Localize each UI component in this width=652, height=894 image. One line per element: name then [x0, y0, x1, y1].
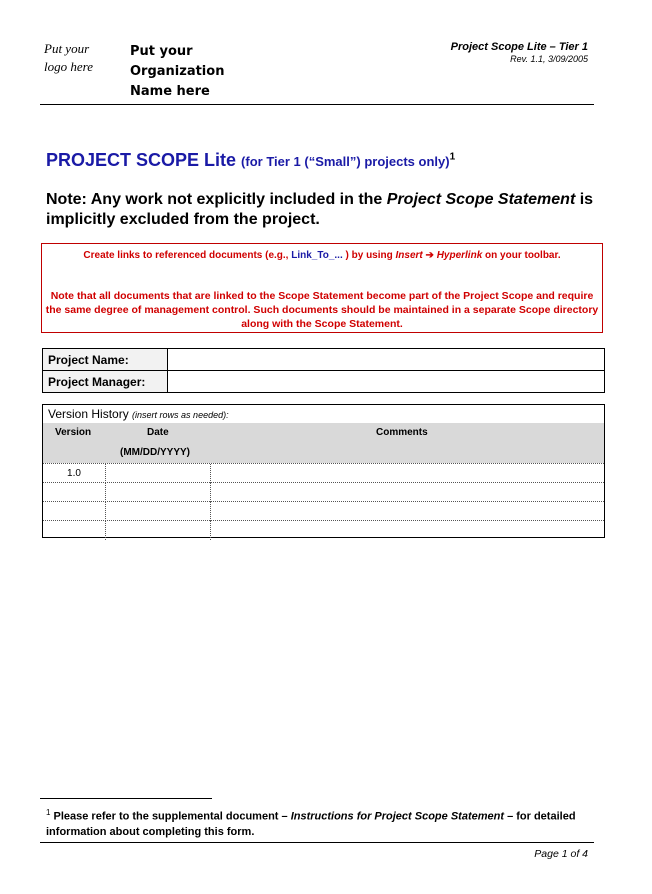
instr-text-a: Create links to referenced documents (e.g.,: [83, 250, 292, 261]
version-cell[interactable]: 1.0: [43, 464, 106, 483]
date-cell[interactable]: [106, 502, 211, 521]
scope-note: [46, 190, 606, 230]
table-row: [43, 501, 604, 521]
instr-text-c: on your toolbar.: [482, 250, 561, 261]
title-sub: (for Tier 1 (“Small”) projects only): [241, 154, 450, 169]
note-emphasis: Project Scope Statement: [386, 191, 576, 208]
col-version-header: Version: [55, 427, 92, 438]
comments-cell[interactable]: [211, 483, 604, 502]
version-history-title: [48, 407, 229, 421]
version-history-hint: (insert rows as needed):: [132, 410, 229, 420]
organization-name: [130, 42, 270, 102]
footer-divider: [40, 842, 594, 843]
document-header-info: [451, 40, 588, 65]
logo-line-2: logo here: [44, 59, 93, 74]
project-name-label: Project Name:: [43, 349, 168, 371]
version-cell[interactable]: [43, 521, 106, 540]
logo-line-1: Put your: [44, 41, 90, 56]
project-manager-label: Project Manager:: [43, 371, 168, 393]
col-date-header: Date: [147, 427, 169, 438]
revision-info: Rev. 1.1, 3/09/2005: [510, 54, 588, 64]
note-suffix: is implicitly excluded from the project.: [46, 191, 594, 228]
date-cell[interactable]: [106, 464, 211, 483]
instr-hyperlink: Hyperlink: [436, 250, 483, 261]
document-title: Project Scope Lite – Tier 1: [450, 41, 588, 53]
link-to-example[interactable]: Link_To_...: [291, 250, 343, 261]
version-history-header: [43, 423, 604, 463]
version-history-rows: [43, 463, 604, 537]
table-row: [43, 482, 604, 502]
date-cell[interactable]: [106, 483, 211, 502]
org-line-2: Organization: [130, 64, 225, 79]
project-name-field[interactable]: [168, 349, 605, 371]
page-number: Page 1 of 4: [534, 848, 588, 860]
footnote-doc-title: Instructions for Project Scope Statement: [290, 810, 505, 823]
note-prefix: Note: Any work not explicitly included in the: [46, 191, 387, 208]
footnote: [46, 805, 586, 840]
header-divider: [40, 104, 594, 105]
footnote-separator: [40, 798, 212, 799]
linked-documents-notice: Note that all documents that are linked to the Scope Statement become part of the Project Scope and require the same degree of management control. Such documents should be maintained in a separate Scope directory along with the Scope Statement.: [45, 290, 599, 330]
comments-cell[interactable]: [211, 464, 604, 483]
version-history-table: [42, 404, 605, 538]
footnote-text-b: – for detailed information about completing this form.: [46, 810, 576, 838]
title-footnote-ref: 1: [449, 151, 456, 163]
comments-cell[interactable]: [211, 502, 604, 521]
table-row: [43, 520, 604, 540]
footnote-text-a: Please refer to the supplemental document –: [50, 810, 291, 823]
project-manager-field[interactable]: [168, 371, 605, 393]
table-row: [43, 463, 604, 483]
hyperlink-instructions: [42, 250, 602, 262]
version-cell[interactable]: [43, 502, 106, 521]
org-line-1: Put your: [130, 44, 193, 59]
project-manager-row: [43, 371, 605, 393]
instr-text-b: ) by using: [342, 250, 396, 261]
org-line-3: Name here: [130, 84, 210, 99]
col-comments-header: Comments: [376, 427, 428, 438]
instr-arrow: ➔: [422, 250, 437, 261]
version-cell[interactable]: [43, 483, 106, 502]
comments-cell[interactable]: [211, 521, 604, 540]
project-name-row: [43, 349, 605, 371]
instructions-box: [41, 243, 603, 333]
title-main: PROJECT SCOPE Lite: [46, 150, 242, 170]
col-date-format: (MM/DD/YYYY): [120, 447, 190, 458]
page-title: [46, 150, 612, 171]
version-history-label: Version History: [48, 407, 129, 421]
logo-placeholder: [44, 40, 124, 76]
instr-insert: Insert: [395, 250, 423, 261]
date-cell[interactable]: [106, 521, 211, 540]
footnote-marker: 1: [46, 808, 51, 817]
project-info-table: [42, 348, 605, 393]
